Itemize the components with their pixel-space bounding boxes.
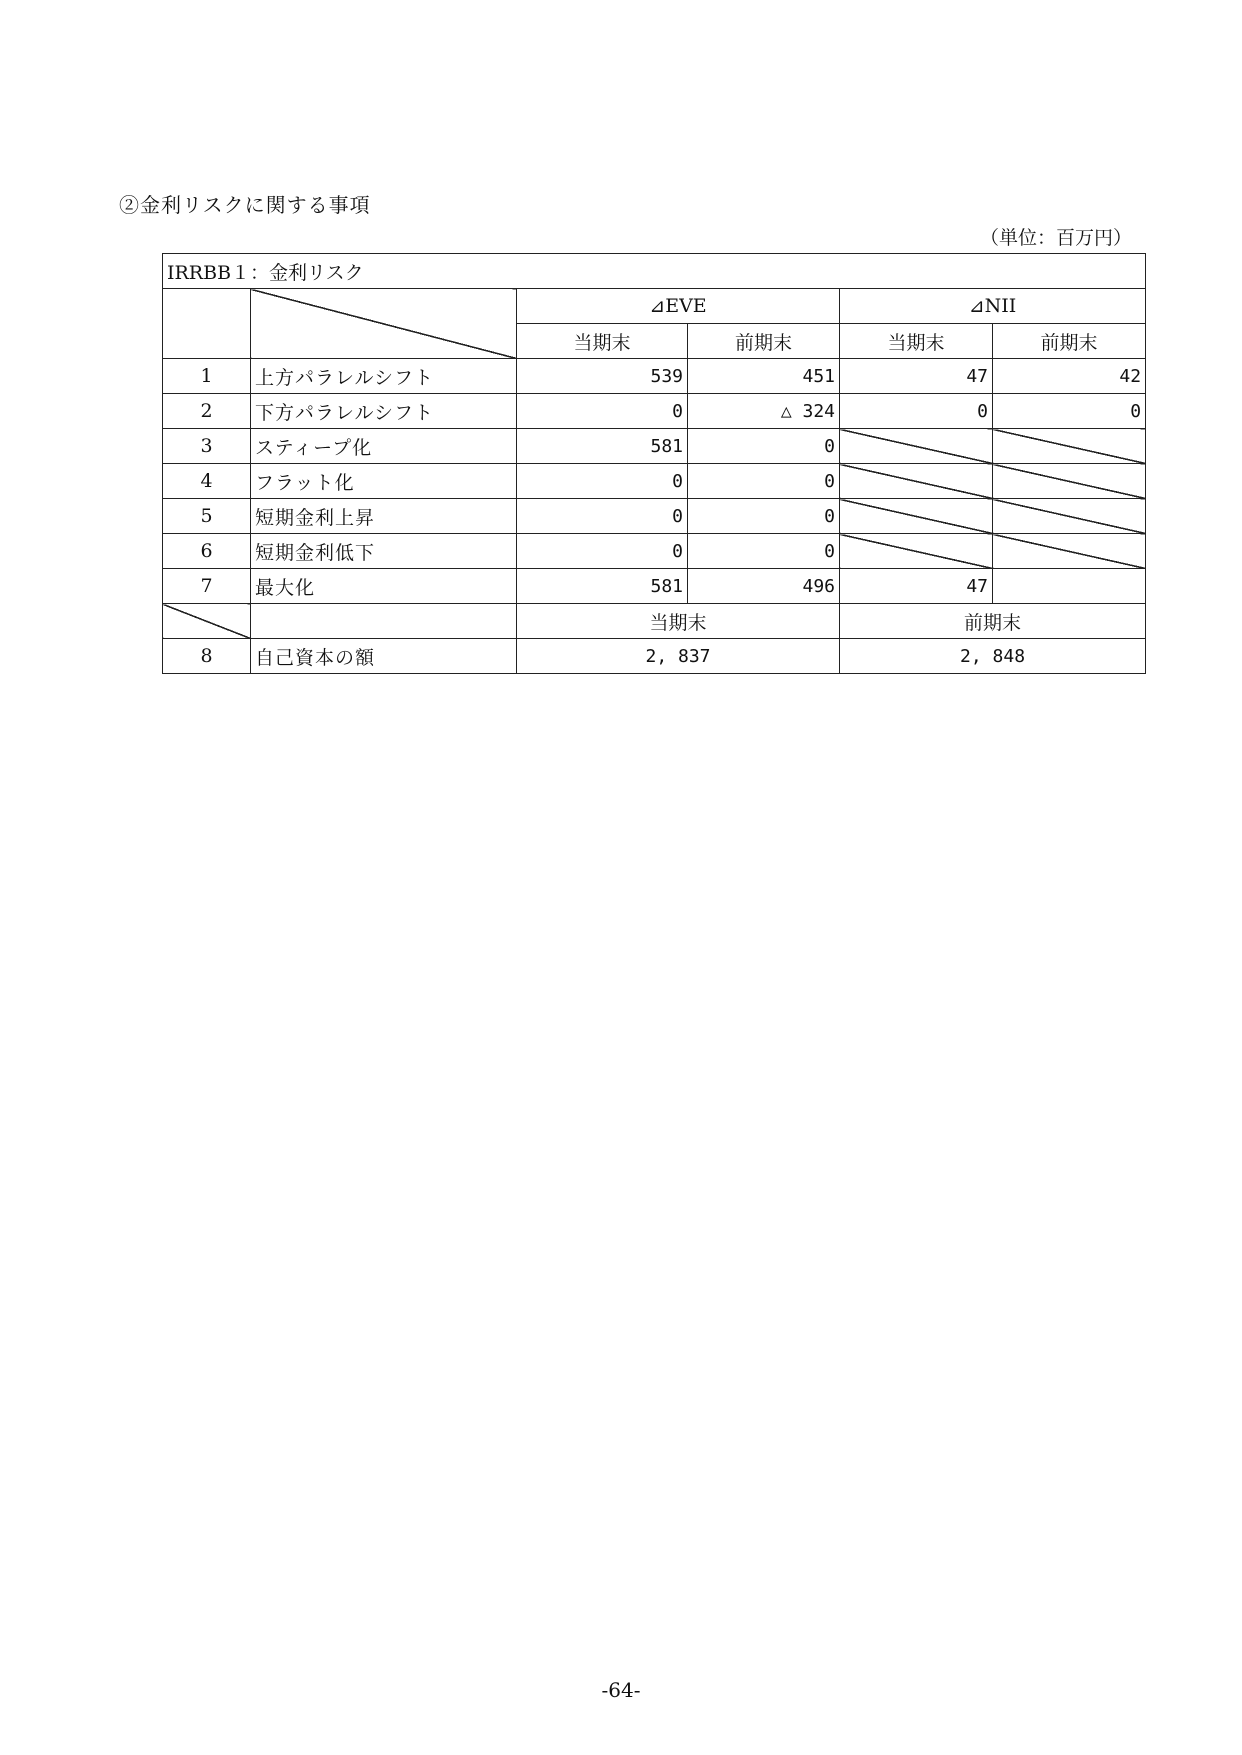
nii-previous-empty [993,429,1146,464]
eve-current-value: 581 [517,569,688,604]
row-number: 8 [163,639,251,674]
eve-current-value: 0 [517,499,688,534]
eve-current-value: 581 [517,429,688,464]
row-label: 上方パラレルシフト [251,359,517,394]
table-row [163,569,1146,604]
row-number: 5 [163,499,251,534]
nii-previous-empty [993,499,1146,534]
nii-previous-value [993,569,1146,604]
table-row [163,394,1146,429]
eve-current-value: 0 [517,464,688,499]
nii-current-value: 47 [840,569,993,604]
table-row [163,534,1146,569]
capital-header-blank [251,604,517,639]
table-row [163,359,1146,394]
row-label: 短期金利低下 [251,534,517,569]
eve-previous-value: 451 [688,359,840,394]
capital-current-value: 2, 837 [517,639,840,674]
page-number: -64- [601,1678,641,1702]
row-label: 下方パラレルシフト [251,394,517,429]
header-nii: ⊿NII [840,289,1146,324]
capital-row [163,639,1146,674]
table-title: IRRBB１：金利リスク [163,254,1146,289]
row-label: スティープ化 [251,429,517,464]
nii-previous-empty [993,464,1146,499]
eve-current-value: 0 [517,394,688,429]
row-number: 7 [163,569,251,604]
eve-previous-value: 496 [688,569,840,604]
nii-current-value: 0 [840,394,993,429]
eve-previous-value: 0 [688,499,840,534]
capital-header-previous: 前期末 [840,604,1146,639]
nii-current-empty [840,429,993,464]
header-eve-current: 当期末 [517,324,688,359]
header-nii-current: 当期末 [840,324,993,359]
nii-current-empty [840,534,993,569]
section-heading: ②金利リスクに関する事項 [119,193,371,217]
row-number: 1 [163,359,251,394]
row-label: フラット化 [251,464,517,499]
eve-current-value: 539 [517,359,688,394]
header-eve-previous: 前期末 [688,324,840,359]
table-row [163,464,1146,499]
header-group-row [163,289,1146,324]
capital-previous-value: 2, 848 [840,639,1146,674]
header-nii-previous: 前期末 [993,324,1146,359]
row-label: 自己資本の額 [251,639,517,674]
row-number: 3 [163,429,251,464]
eve-previous-value: △ 324 [688,394,840,429]
table-row [163,499,1146,534]
unit-label: （単位：百万円） [979,227,1132,249]
table-title-row [163,254,1146,289]
row-label: 短期金利上昇 [251,499,517,534]
eve-current-value: 0 [517,534,688,569]
capital-header-corner [163,604,251,639]
eve-previous-value: 0 [688,429,840,464]
nii-current-value: 47 [840,359,993,394]
row-label: 最大化 [251,569,517,604]
nii-previous-value: 0 [993,394,1146,429]
row-number: 6 [163,534,251,569]
header-corner-diagonal [251,289,517,359]
nii-previous-empty [993,534,1146,569]
header-eve: ⊿EVE [517,289,840,324]
nii-previous-value: 42 [993,359,1146,394]
eve-previous-value: 0 [688,534,840,569]
header-corner-no [163,289,251,359]
eve-previous-value: 0 [688,464,840,499]
nii-current-empty [840,499,993,534]
irrbb-table [162,253,1146,674]
row-number: 4 [163,464,251,499]
nii-current-empty [840,464,993,499]
table-row [163,429,1146,464]
capital-header-current: 当期末 [517,604,840,639]
capital-header-row [163,604,1146,639]
row-number: 2 [163,394,251,429]
